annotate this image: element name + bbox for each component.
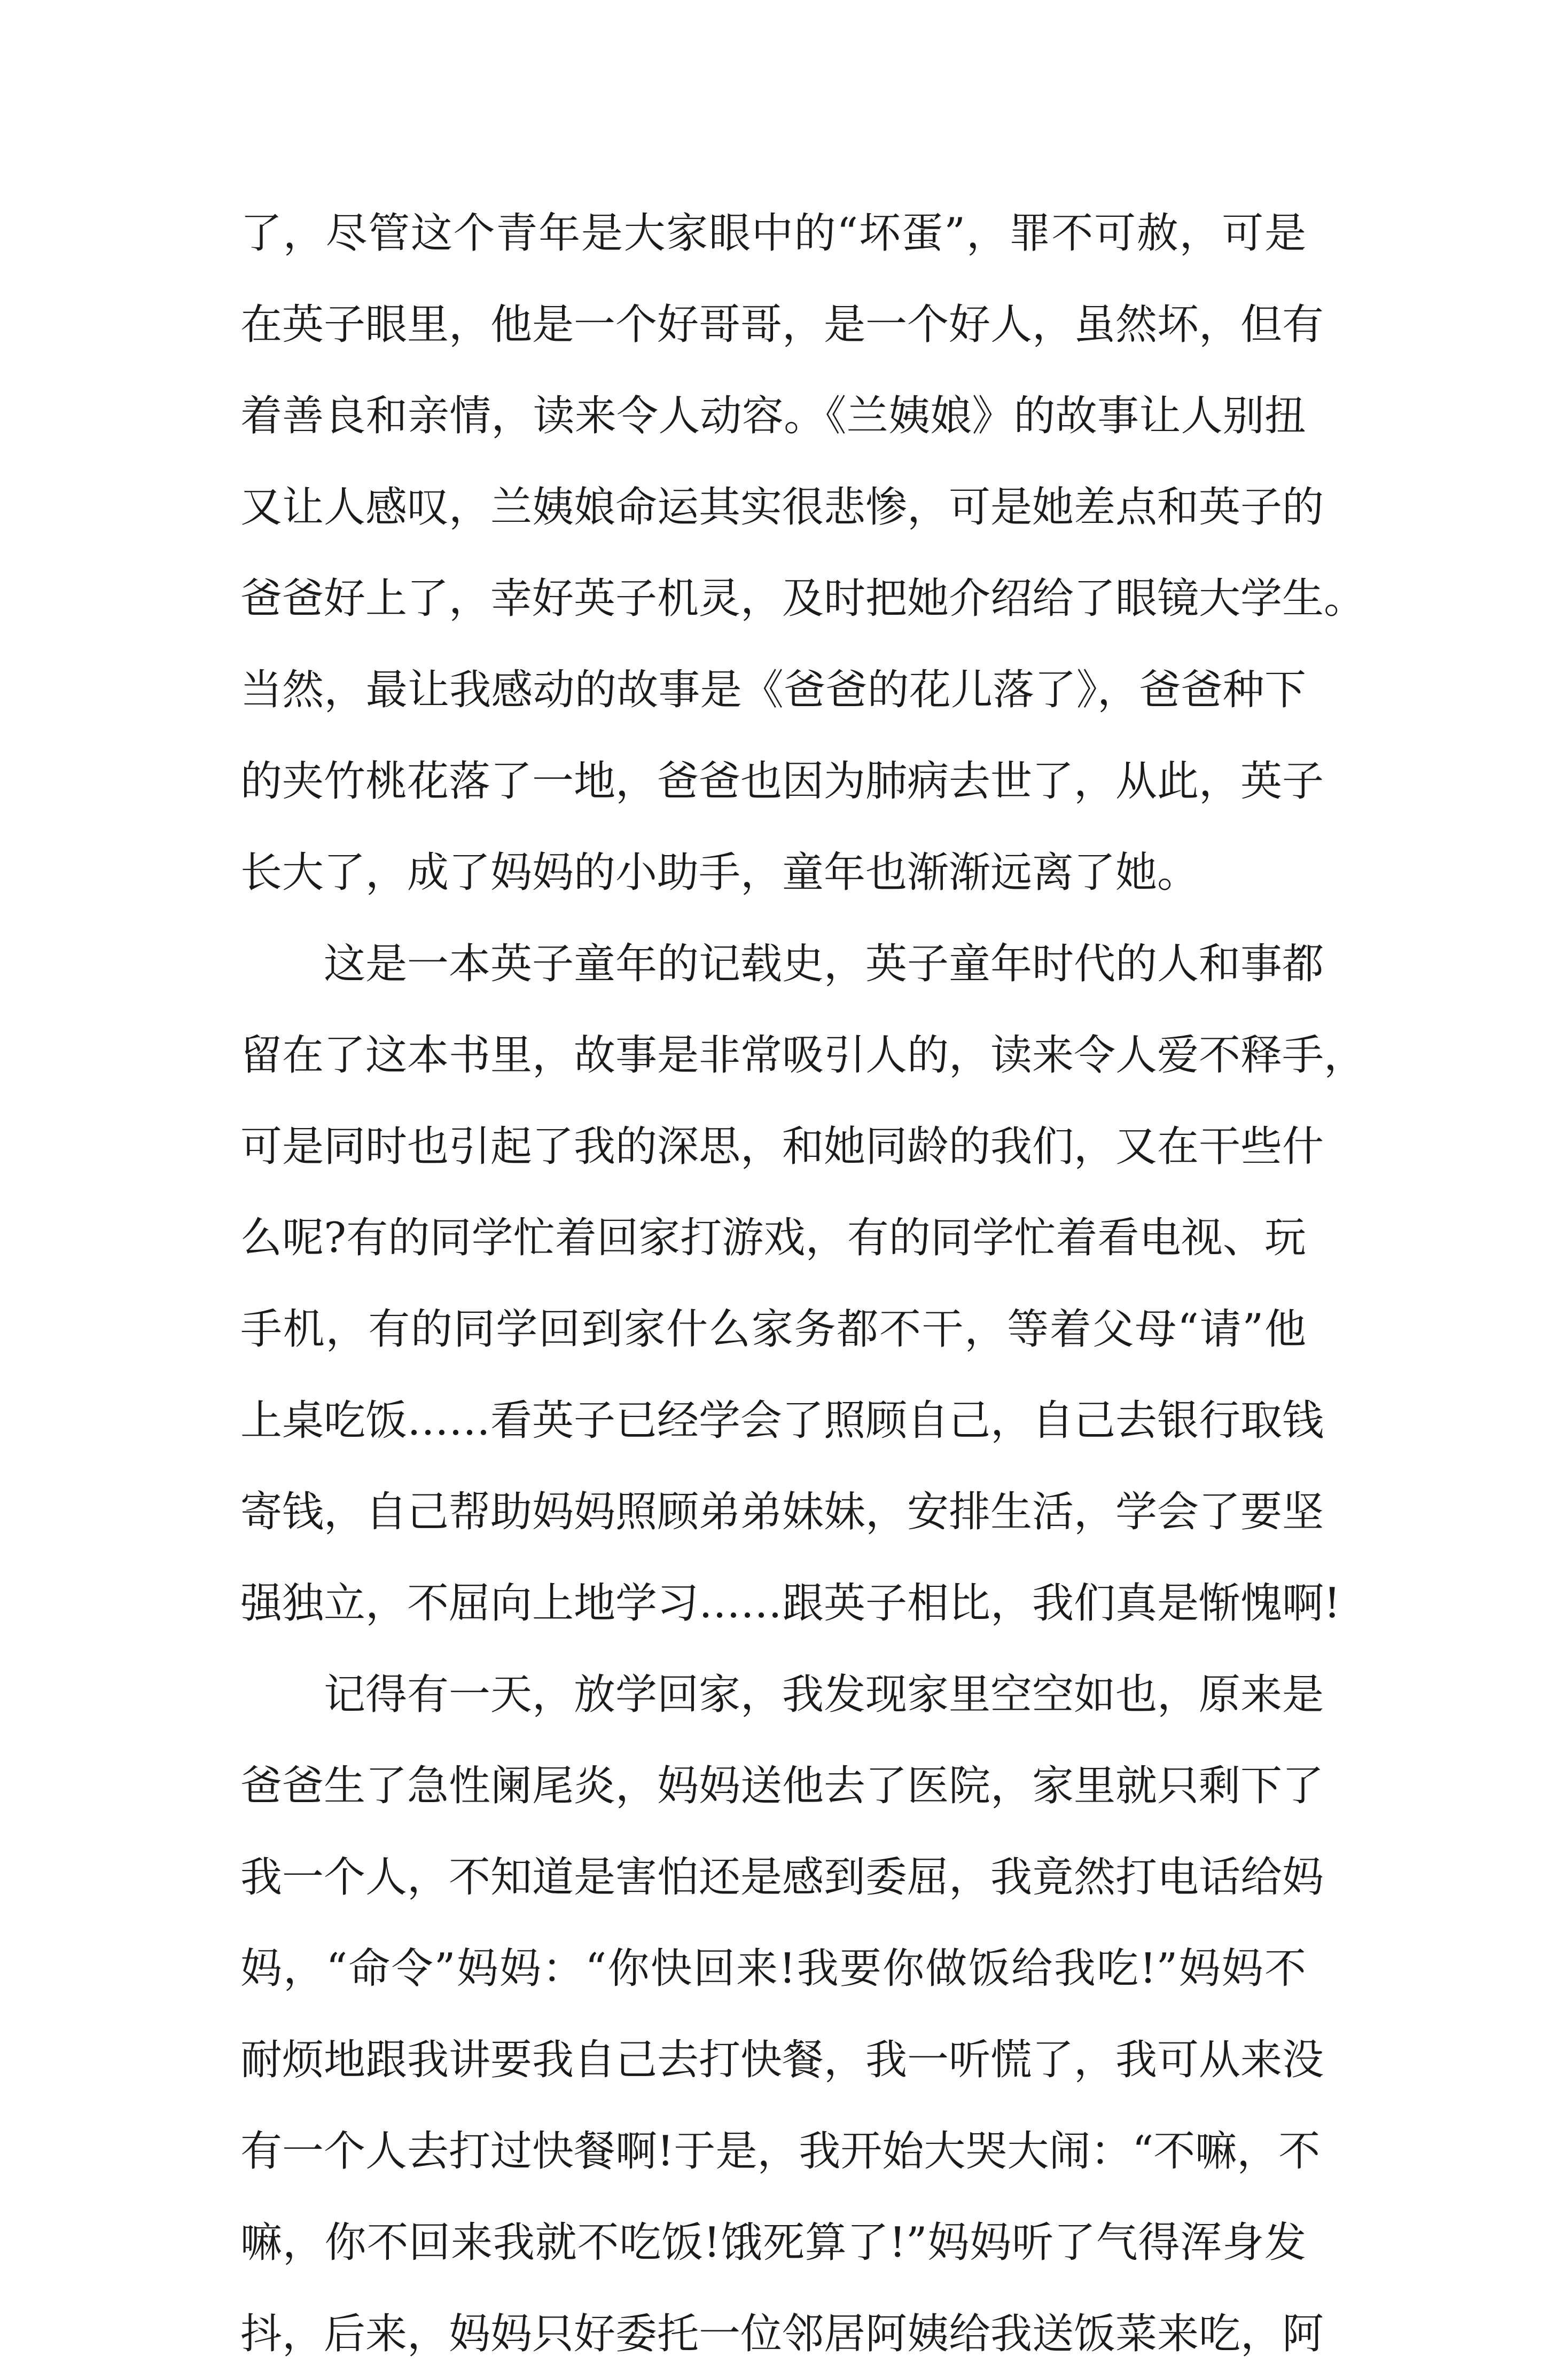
- text-line: 强独立，不屈向上地学习……跟英子相比，我们真是惭愧啊!: [240, 1579, 1341, 1627]
- text-line: 可是同时也引起了我的深思，和她同龄的我们，又在干些什: [240, 1123, 1324, 1171]
- text-line: 上桌吃饭……看英子已经学会了照顾自己，自己去银行取钱: [240, 1397, 1324, 1445]
- text-line: 抖，后来，妈妈只好委托一位邻居阿姨给我送饭菜来吃，阿: [240, 2310, 1324, 2358]
- text-line: 这是一本英子童年的记载史，英子童年时代的人和事都: [240, 940, 1324, 988]
- text-line: 在英子眼里，他是一个好哥哥，是一个好人，虽然坏，但有: [240, 301, 1324, 349]
- text-line: 长大了，成了妈妈的小助手，童年也渐渐远离了她。: [240, 849, 1199, 897]
- text-line: 妈，“命令”妈妈：“你快回来!我要你做饭给我吃!”妈妈不: [240, 1945, 1306, 1993]
- body-text: [240, 188, 1366, 2380]
- text-line: 了，尽管这个青年是大家眼中的“坏蛋”，罪不可赦，可是: [240, 209, 1306, 257]
- text-line: 手机，有的同学回到家什么家务都不干，等着父母“请”他: [240, 1305, 1306, 1353]
- text-line: 么呢?有的同学忙着回家打游戏，有的同学忙着看电视、玩: [240, 1214, 1306, 1262]
- text-line: 留在了这本书里，故事是非常吸引人的，读来令人爱不释手，: [240, 1031, 1366, 1079]
- text-line: 又让人感叹，兰姨娘命运其实很悲惨，可是她差点和英子的: [240, 483, 1324, 531]
- text-line: 的夹竹桃花落了一地，爸爸也因为肺病去世了，从此，英子: [240, 757, 1324, 805]
- text-line: 有一个人去打过快餐啊!于是，我开始大哭大闹：“不嘛，不: [240, 2127, 1321, 2175]
- text-line: 寄钱，自己帮助妈妈照顾弟弟妹妹，安排生活，学会了要坚: [240, 1488, 1324, 1536]
- text-line: 记得有一天，放学回家，我发现家里空空如也，原来是: [240, 1671, 1324, 1719]
- text-line: 嘛，你不回来我就不吃饭!饿死算了!”妈妈听了气得浑身发: [240, 2219, 1306, 2267]
- text-line: 爸爸好上了，幸好英子机灵，及时把她介绍给了眼镜大学生。: [240, 575, 1366, 623]
- text-line: 我一个人，不知道是害怕还是感到委屈，我竟然打电话给妈: [240, 1853, 1324, 1901]
- text-line: 当然，最让我感动的故事是《爸爸的花儿落了》，爸爸种下: [240, 666, 1306, 714]
- text-line: 爸爸生了急性阑尾炎，妈妈送他去了医院，家里就只剩下了: [240, 1762, 1324, 1810]
- text-line: 耐烦地跟我讲要我自己去打快餐，我一听慌了，我可从来没: [240, 2036, 1324, 2084]
- text-line: 着善良和亲情，读来令人动容。《兰姨娘》的故事让人别扭: [240, 392, 1306, 440]
